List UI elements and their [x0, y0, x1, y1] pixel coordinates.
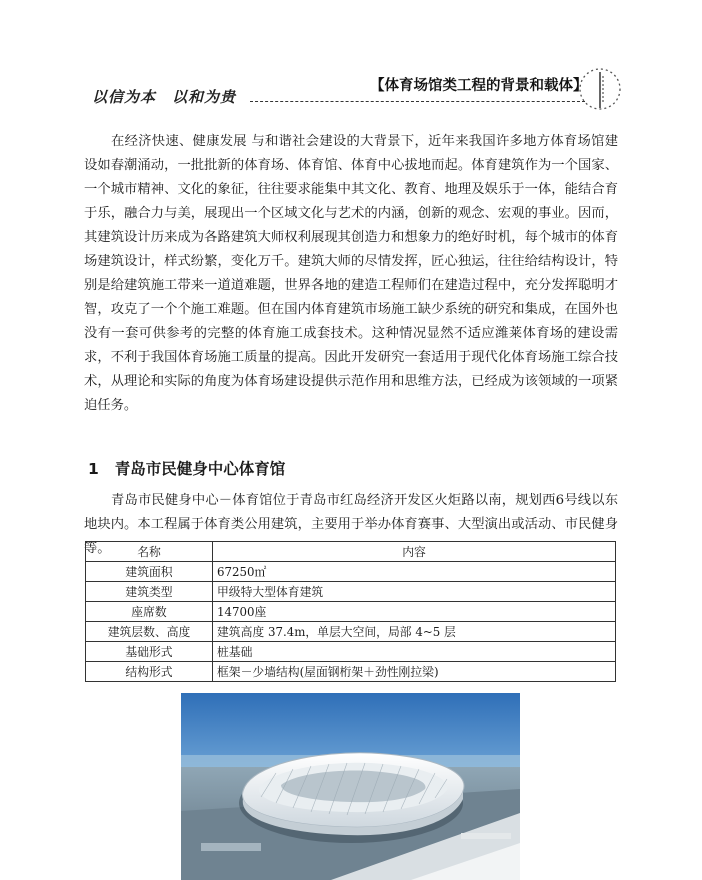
table-cell-value: 甲级特大型体育建筑 — [213, 582, 616, 602]
table-cell-name: 建筑类型 — [86, 582, 213, 602]
table-cell-value: 建筑高度 37.4m，单层大空间，局部 4~5 层 — [213, 622, 616, 642]
table-cell-value: 桩基础 — [213, 642, 616, 662]
decorative-dotted-circle-icon — [577, 66, 623, 112]
table-row — [86, 662, 616, 682]
table-cell-value: 67250㎡ — [213, 562, 616, 582]
table-header-row — [86, 542, 616, 562]
table-row — [86, 622, 616, 642]
page-header — [0, 0, 702, 120]
header-section-title: 【体育场馆类工程的背景和载体】 — [370, 78, 588, 94]
table-cell-name: 座席数 — [86, 602, 213, 622]
table-row — [86, 602, 616, 622]
header-motto: 以信为本 以和为贵 — [92, 88, 237, 106]
section-heading — [88, 457, 285, 479]
table-row — [86, 642, 616, 662]
intro-paragraph: 在经济快速、健康发展 与和谐社会建设的大背景下，近年来我国许多地方体育场馆建设如春潮涌动，一批批新的体育场、体育馆、体育中心拔地而起。体育建筑作为一个国家、一个城市精神、文化的象征，往往要求能集中其文化、教育、地理及娱乐于一体，能结合育于乐，融合力与美，展现出一个区域文化与艺术的内涵，创新的观念、宏观的事业。因而，其建筑设计历来成为各路建筑大师权利展现其创造力和想象力的绝好时机，每个城市的体育场建筑设计，样式纷繁，变化万千。建筑大师的尽情发挥，匠心独运，往往给结构设计，特别是给建筑施工带来一道道难题，世界各地的建造工程师们在建造过程中，充分发挥聪明才智，攻克了一个个施工难题。但在国内体育建筑市场施工缺少系统的研究和集成，在国外也没有一套可供参考的完整的体育施工成套技术。这种情况显然不适应潍莱体育场的建设需求，不利于我国体育场施工质量的提高。因此开发研究一套适用于现代化体育场施工综合技术，从理论和实际的角度为体育场建设提供示范作用和思维方法，已经成为该领域的一项紧迫任务。 — [84, 134, 618, 413]
header-dashed-rule — [250, 101, 585, 102]
table-header-name: 名称 — [86, 542, 213, 562]
table-header-content: 内容 — [213, 542, 616, 562]
table-cell-name: 建筑层数、高度 — [86, 622, 213, 642]
table-cell-name: 结构形式 — [86, 662, 213, 682]
section-paragraph: 青岛市民健身中心－体育馆位于青岛市红岛经济开发区火炬路以南，规划西6号线以东地块内。本工程属于体育类公用建筑，主要用于举办体育赛事、大型演出或活动、市民健身等。 — [84, 493, 618, 556]
stadium-rendering-image — [181, 693, 520, 880]
table-cell-value: 14700座 — [213, 602, 616, 622]
section-number: 1 — [88, 460, 99, 478]
table-row — [86, 562, 616, 582]
table-cell-name: 基础形式 — [86, 642, 213, 662]
table-row — [86, 582, 616, 602]
table-cell-name: 建筑面积 — [86, 562, 213, 582]
building-info-table — [85, 541, 616, 682]
intro-section — [84, 130, 618, 418]
section-title: 青岛市民健身中心体育馆 — [114, 460, 286, 478]
table-cell-value: 框架－少墙结构(屋面钢桁架＋劲性刚拉梁) — [213, 662, 616, 682]
